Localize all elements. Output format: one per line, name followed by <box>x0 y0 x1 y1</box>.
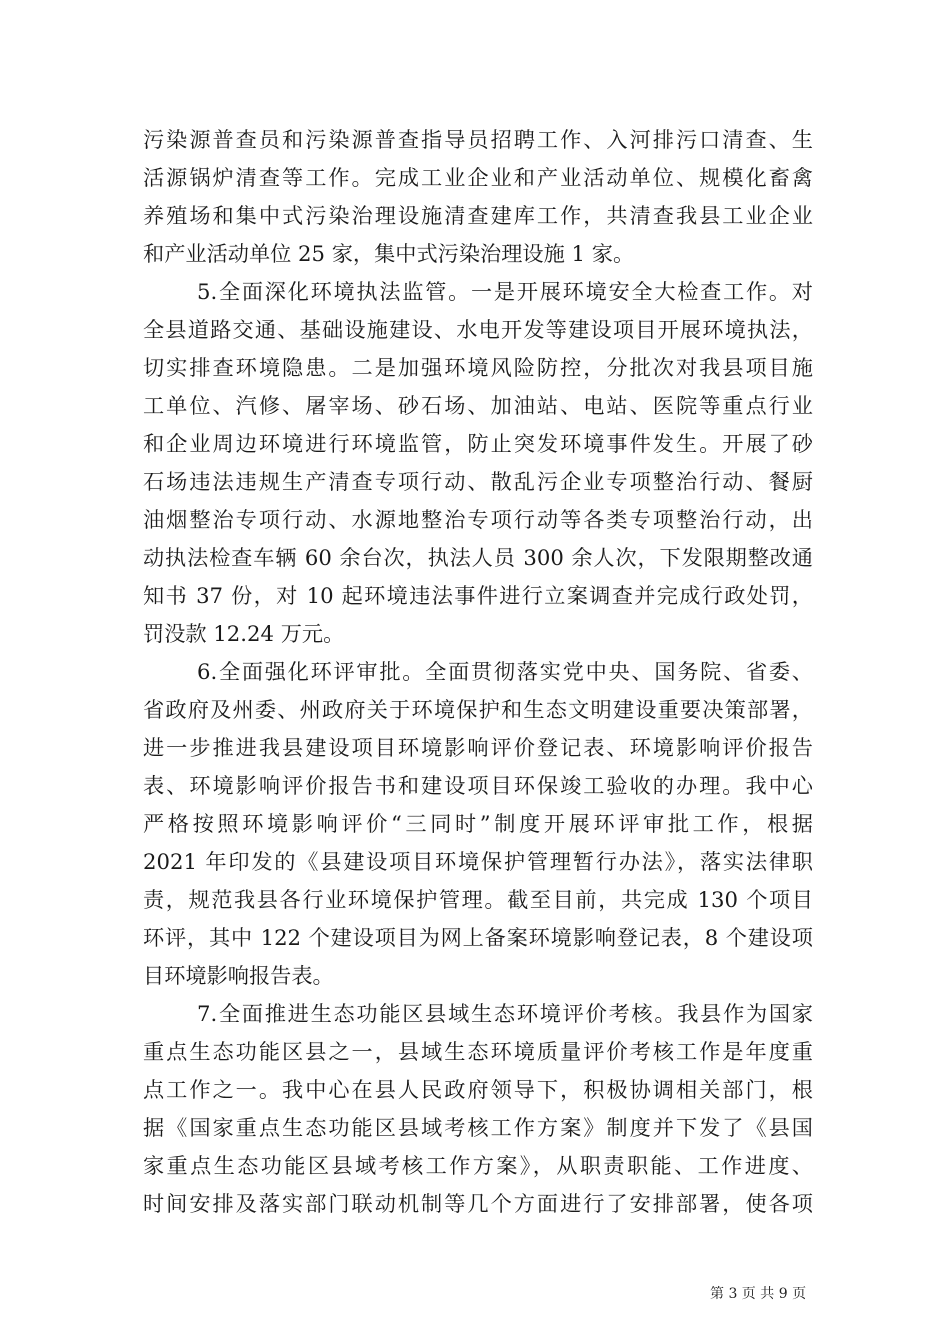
text-line: 罚没款 12.24 万元。 <box>143 621 345 646</box>
paragraph-heading-line: 7.全面推进生态功能区县域生态环境评价考核。我县作为国家 <box>197 1001 813 1026</box>
text-line: 工单位、汽修、屠宰场、砂石场、加油站、电站、医院等重点行业 <box>143 393 813 418</box>
text-line: 油烟整治专项行动、水源地整治专项行动等各类专项整治行动，出 <box>143 507 813 532</box>
text-line: 省政府及州委、州政府关于环境保护和生态文明建设重要决策部署， <box>143 697 813 722</box>
text-line: 全县道路交通、基础设施建设、水电开发等建设项目开展环境执法， <box>143 317 813 342</box>
text-line: 重点生态功能区县之一，县域生态环境质量评价考核工作是年度重 <box>143 1039 813 1064</box>
text-line: 污染源普查员和污染源普查指导员招聘工作、入河排污口清查、生 <box>143 127 813 152</box>
text-line: 表、环境影响评价报告书和建设项目环保竣工验收的办理。我中心 <box>143 773 813 798</box>
text-line: 活源锅炉清查等工作。完成工业企业和产业活动单位、规模化畜禽 <box>143 165 813 190</box>
text-line: 知书 37 份，对 10 起环境违法事件进行立案调查并完成行政处罚， <box>143 583 813 608</box>
text-line: 和产业活动单位 25 家，集中式污染治理设施 1 家。 <box>143 241 635 266</box>
text-line: 据《国家重点生态功能区县域考核工作方案》制度并下发了《县国 <box>143 1115 813 1140</box>
text-line: 和企业周边环境进行环境监管，防止突发环境事件发生。开展了砂 <box>143 431 813 456</box>
text-line: 责，规范我县各行业环境保护管理。截至目前，共完成 130 个项目 <box>143 887 813 912</box>
text-line: 2021 年印发的《县建设项目环境保护管理暂行办法》，落实法律职 <box>143 849 813 874</box>
text-line: 目环境影响报告表。 <box>143 963 334 988</box>
text-line: 切实排查环境隐患。二是加强环境风险防控，分批次对我县项目施 <box>143 355 813 380</box>
text-line: 点工作之一。我中心在县人民政府领导下，积极协调相关部门，根 <box>143 1077 813 1102</box>
text-line: 动执法检查车辆 60 余台次，执法人员 300 余人次，下发限期整改通 <box>143 545 813 570</box>
text-line: 家重点生态功能区县域考核工作方案》，从职责职能、工作进度、 <box>143 1153 813 1178</box>
page-number-footer: 第 3 页 共 9 页 <box>710 1286 807 1302</box>
paragraph-heading-line: 5.全面深化环境执法监管。一是开展环境安全大检查工作。对 <box>197 279 813 304</box>
text-line: 进一步推进我县建设项目环境影响评价登记表、环境影响评价报告 <box>143 735 813 760</box>
paragraph-heading-line: 6.全面强化环评审批。全面贯彻落实党中央、国务院、省委、 <box>197 659 813 684</box>
text-line: 时间安排及落实部门联动机制等几个方面进行了安排部署，使各项 <box>143 1191 813 1216</box>
text-line: 严格按照环境影响评价“三同时”制度开展环评审批工作，根据 <box>143 811 813 836</box>
text-line: 养殖场和集中式污染治理设施清查建库工作，共清查我县工业企业 <box>143 203 813 228</box>
text-line: 石场违法违规生产清查专项行动、散乱污企业专项整治行动、餐厨 <box>143 469 813 494</box>
text-line: 环评，其中 122 个建设项目为网上备案环境影响登记表，8 个建设项 <box>143 925 813 950</box>
